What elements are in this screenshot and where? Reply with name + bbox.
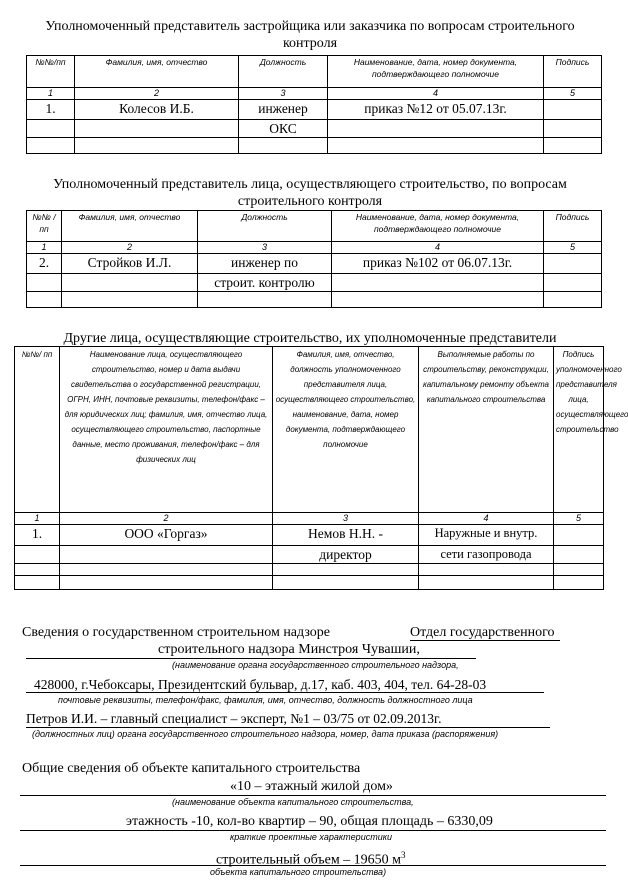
table-row	[15, 546, 604, 564]
table-row	[27, 100, 602, 120]
underline	[20, 830, 606, 831]
header-cell: Подпись уполномоченного представителя лица, осуществляющего строительство	[554, 347, 604, 513]
table-row	[27, 254, 602, 274]
object-label: Общие сведения об объекте капитального строительства	[22, 761, 361, 776]
supervision-caption1: (наименование органа государственного строительного надзора,	[172, 660, 459, 670]
signature-cell	[554, 525, 604, 546]
organization-name: ООО «Горгаз»	[60, 525, 273, 546]
underline	[20, 795, 606, 796]
header-cell: Фамилия, имя, отчество, должность уполномоченного представителя лица, осуществляющего строительство, наименование, дата, номер документа, подтверждающего полномочие	[273, 347, 419, 513]
underline	[410, 640, 560, 641]
table-row	[15, 525, 604, 546]
section2-title-line2: строительного контроля	[237, 194, 383, 209]
section2-title-line1: Уполномоченный представитель лица, осуществляющего строительство, по вопросам	[53, 177, 567, 192]
section1-title	[20, 18, 600, 52]
representative-position: директор	[273, 546, 419, 564]
representative-name: Немов Н.Н. -	[273, 525, 419, 546]
header-cell: Должность	[198, 211, 332, 242]
row-number: 1.	[15, 525, 60, 546]
signature-cell	[544, 254, 602, 274]
number-cell: 4	[419, 513, 554, 525]
supervision-official: Петров И.И. – главный специалист – эксперт, №1 – 03/75 от 02.09.2013г.	[26, 711, 442, 726]
number-cell: 3	[198, 242, 332, 254]
header-cell: Подпись	[544, 211, 602, 242]
supervision-label: Сведения о государственном строительном надзоре	[22, 625, 330, 640]
header-cell: Наименование лица, осуществляющего строительство, номер и дата выдачи свидетельства о государственной регистрации, ОГРН, ИНН, почтовые реквизиты, телефон/факс – для юридических лиц; фамилия, имя, отчество лица, осуществляющего строительство, паспортные данные, место проживания, телефон/факс – для физических лиц	[60, 347, 273, 513]
supervision-caption3: (должностных лиц) органа государственного строительного надзора, номер, дата приказа (распоряжения)	[32, 729, 499, 739]
table-number-row	[15, 513, 604, 525]
section3-table	[14, 346, 628, 590]
table-number-row	[27, 242, 602, 254]
header-cell: Фамилия, имя, отчество	[62, 211, 198, 242]
table-number-row	[27, 88, 602, 100]
person-position: инженер по	[198, 254, 332, 274]
number-cell: 5	[544, 88, 602, 100]
number-cell: 4	[332, 242, 544, 254]
table-row-empty	[15, 576, 604, 590]
number-cell: 1	[27, 242, 62, 254]
person-name: Стройков И.Л.	[62, 254, 198, 274]
supervision-address: 428000, г.Чебоксары, Президентский бульвар, д.17, каб. 403, 404, тел. 64-28-03	[34, 677, 487, 692]
object-caption1: (наименование объекта капитального строительства,	[172, 797, 414, 807]
person-position-cont: строит. контролю	[198, 274, 332, 292]
object-volume-text: строительный объем – 19650 м	[216, 852, 402, 868]
table-row	[27, 120, 602, 138]
header-cell: Выполняемые работы по строительству, реконструкции, капитальному ремонту объекта капитального строительства	[419, 347, 554, 513]
underline	[20, 865, 606, 866]
header-cell: Фамилия, имя, отчество	[75, 56, 239, 88]
person-position: инженер	[239, 100, 328, 120]
number-cell: 1	[15, 513, 60, 525]
table-row-empty	[27, 292, 602, 308]
supervision-caption2: почтовые реквизиты, телефон/факс, фамилия, имя, отчество, должность должностного лица	[58, 695, 473, 705]
table-header-row	[27, 211, 602, 242]
header-cell: Наименование, дата, номер документа, подтверждающего полномочие	[332, 211, 544, 242]
header-cell: №№/ пп	[15, 347, 60, 513]
number-cell: 3	[273, 513, 419, 525]
header-cell: Должность	[239, 56, 328, 88]
row-number: 2.	[27, 254, 62, 274]
person-position-cont: ОКС	[239, 120, 328, 138]
header-cell: Подпись	[544, 56, 602, 88]
object-name: «10 – этажный жилой дом»	[230, 779, 393, 794]
authority-document: приказ №102 от 06.07.13г.	[332, 254, 544, 274]
row-number: 1.	[27, 100, 75, 120]
section3-title: Другие лица, осуществляющие строительство, их уполномоченные представители	[63, 331, 557, 346]
number-cell: 3	[239, 88, 328, 100]
table-header-row	[27, 56, 602, 88]
section2-title	[20, 176, 600, 210]
header-cell: №№ /пп	[27, 211, 62, 242]
underline	[26, 727, 550, 728]
table-row-empty	[27, 138, 602, 154]
supervision-org-line2: строительного надзора Минстроя Чувашии,	[158, 642, 420, 657]
underline	[26, 658, 476, 659]
works-description: Наружные и внутр.	[419, 525, 554, 546]
table-row	[27, 274, 602, 292]
person-name: Колесов И.Б.	[75, 100, 239, 120]
number-cell: 5	[554, 513, 604, 525]
authority-document: приказ №12 от 05.07.13г.	[328, 100, 544, 120]
header-cell: Наименование, дата, номер документа, подтверждающего полномочие	[328, 56, 544, 88]
cubic-unit-sup: 3	[401, 850, 406, 860]
table-row-empty	[15, 564, 604, 576]
object-caption3: объекта капитального строительства)	[210, 867, 387, 877]
number-cell: 1	[27, 88, 75, 100]
table-header-row	[15, 347, 604, 513]
object-characteristics: этажность -10, кол-во квартир – 90, общая площадь – 6330,09	[126, 814, 493, 829]
number-cell: 4	[328, 88, 544, 100]
section1-table	[26, 55, 602, 154]
section2-table	[26, 210, 602, 308]
number-cell: 2	[62, 242, 198, 254]
underline	[26, 692, 544, 693]
signature-cell	[544, 100, 602, 120]
supervision-org-line1: Отдел государственного	[410, 625, 555, 640]
number-cell: 2	[75, 88, 239, 100]
section1-title-line2: контроля	[282, 36, 338, 51]
number-cell: 5	[544, 242, 602, 254]
object-caption2: краткие проектные характеристики	[230, 832, 392, 842]
section1-title-line1: Уполномоченный представитель застройщика или заказчика по вопросам строительного	[45, 19, 575, 34]
number-cell: 2	[60, 513, 273, 525]
works-description-cont: сети газопровода	[419, 546, 554, 564]
header-cell: №№/пп	[27, 56, 75, 88]
